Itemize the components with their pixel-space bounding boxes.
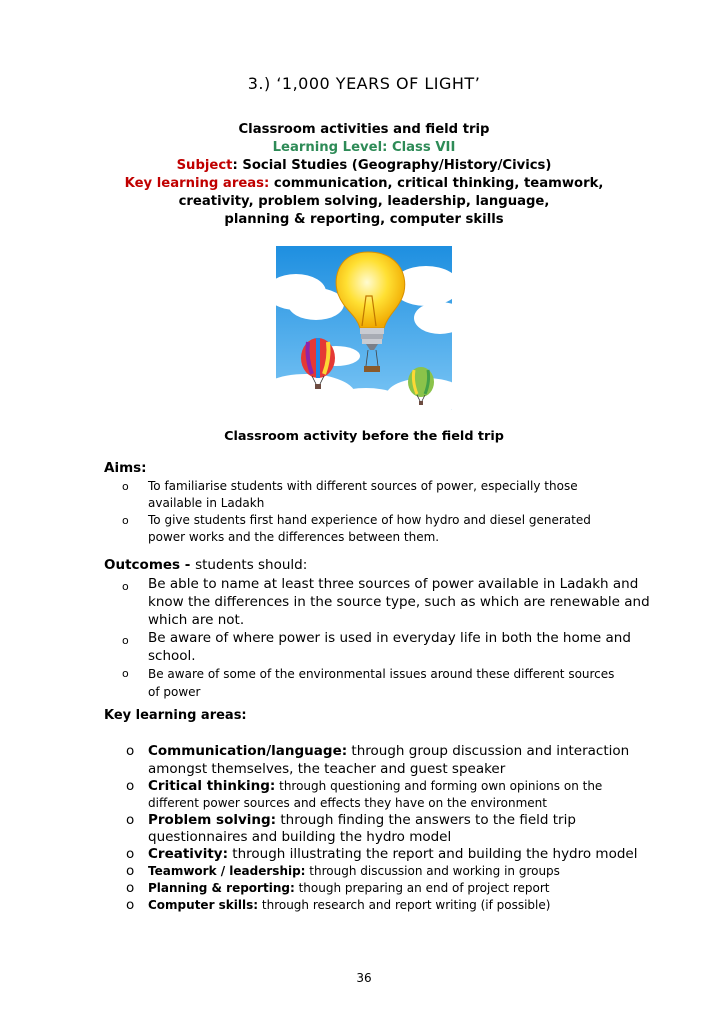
activity-heading: Classroom activity before the field trip xyxy=(224,429,504,444)
bullet-icon: o xyxy=(126,812,135,828)
key-areas-line-2: creativity, problem solving, leadership, language, xyxy=(178,194,550,209)
outcomes-list xyxy=(104,575,664,701)
bullet-icon: o xyxy=(126,846,135,862)
list-item: o Be able to name at least three sources of power available in Ladakh and know the differences in the source type, such as which are renewable and which are not. xyxy=(122,576,650,628)
bullet-icon: o xyxy=(122,634,129,647)
outcomes-heading: Outcomes - students should: xyxy=(104,557,308,573)
list-item: o Computer skills: through research and report writing (if possible) xyxy=(126,897,551,913)
list-item: o Be aware of some of the environmental issues around these different sources of power xyxy=(122,667,615,699)
key-learning-heading: Key learning areas: xyxy=(104,708,247,723)
illustration-svg xyxy=(276,246,452,410)
key-areas-line-3: planning & reporting, computer skills xyxy=(224,212,504,227)
key-areas-line-1 xyxy=(0,175,728,193)
bullet-icon: o xyxy=(126,778,135,794)
subject-line xyxy=(0,157,728,175)
list-item: o To give students first hand experience of how hydro and diesel generated power works and the differences between them. xyxy=(122,513,591,544)
subject-value: : Social Studies (Geography/History/Civics) xyxy=(232,158,552,173)
page-title: 3.) ‘1,000 YEARS OF LIGHT’ xyxy=(247,74,481,93)
bullet-icon: o xyxy=(122,514,129,527)
key-areas-value-1: communication, critical thinking, teamwork, xyxy=(269,176,604,191)
list-item: o Teamwork / leadership: through discussion and working in groups xyxy=(126,863,560,879)
bullet-icon: o xyxy=(122,667,129,680)
bullet-icon: o xyxy=(126,863,135,879)
page-number: 36 xyxy=(356,971,372,985)
list-item: o To familiarise students with different sources of power, especially those available in Ladakh xyxy=(122,479,578,510)
list-item: o Problem solving: through finding the answers to the field trip questionnaires and building the hydro model xyxy=(126,812,576,845)
aims-list xyxy=(104,478,664,546)
list-item: o Communication/language: through group discussion and interaction amongst themselves, the teacher and guest speaker xyxy=(126,743,630,777)
bullet-icon: o xyxy=(126,880,135,896)
bullet-icon: o xyxy=(122,480,129,493)
key-learning-list xyxy=(104,742,704,914)
bullet-icon: o xyxy=(122,580,129,593)
aims-heading: Aims: xyxy=(104,460,147,476)
bullet-icon: o xyxy=(126,743,135,759)
subject-label: Subject xyxy=(176,158,233,173)
list-item: o Creativity: through illustrating the report and building the hydro model xyxy=(126,846,638,862)
light-bulb-illustration xyxy=(276,246,452,410)
bullet-icon: o xyxy=(126,897,135,913)
learning-level: Learning Level: Class VII xyxy=(272,140,456,155)
header-line-1: Classroom activities and field trip xyxy=(238,122,490,137)
key-areas-label: Key learning areas: xyxy=(124,176,270,191)
list-item: o Critical thinking: through questioning and forming own opinions on the different power sources and effects they have on the environment xyxy=(126,778,603,810)
list-item: o Be aware of where power is used in everyday life in both the home and school. xyxy=(122,630,631,664)
list-item: o Planning & reporting: though preparing an end of project report xyxy=(126,880,550,896)
